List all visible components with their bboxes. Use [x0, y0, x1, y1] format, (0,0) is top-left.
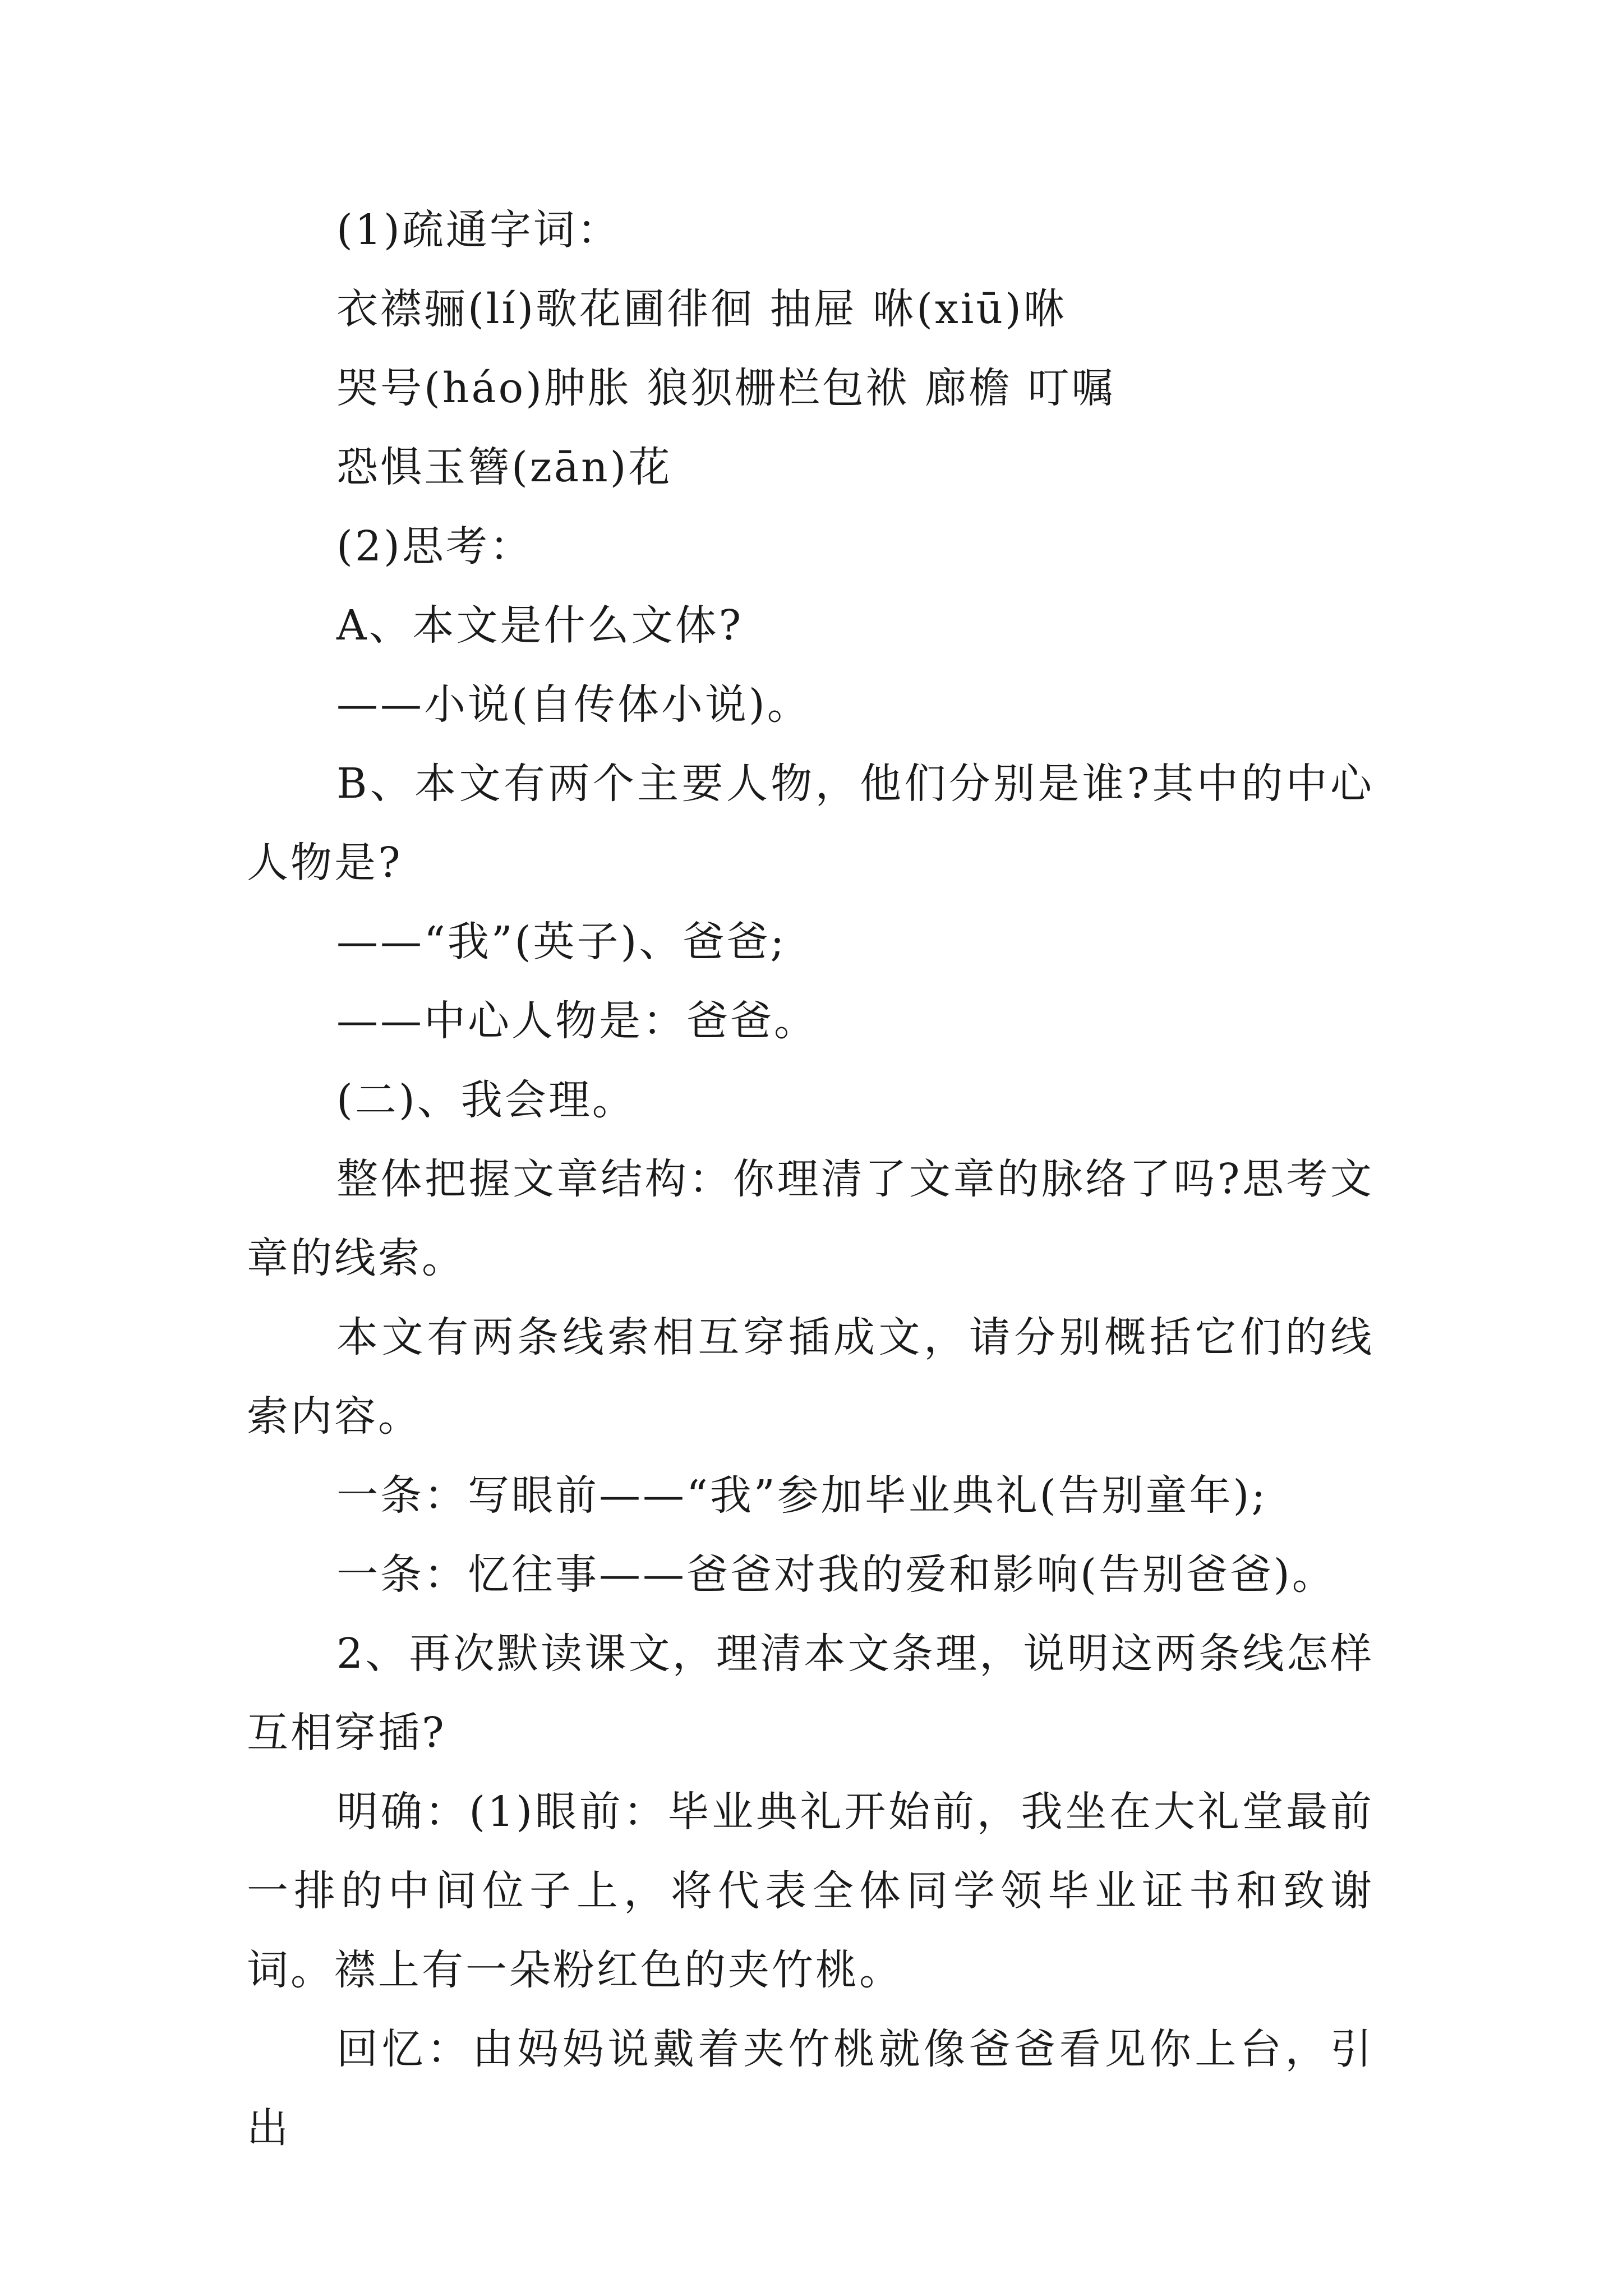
paragraph-5: (2)思考：	[336, 522, 533, 570]
document-body	[247, 191, 1374, 2168]
paragraph-13: 本文有两条线索相互穿插成文，请分别概括它们的线索内容。	[247, 1313, 1374, 1441]
paragraph-10: ——中心人物是：爸爸。	[336, 997, 818, 1045]
paragraph-8: B、本文有两个主要人物，他们分别是谁?其中的中心人物是?	[247, 760, 1374, 887]
paragraph-9: ——“我”(英子)、爸爸;	[336, 918, 787, 966]
paragraph-18: 回忆：由妈妈说戴着夹竹桃就像爸爸看见你上台，引出	[247, 2025, 1374, 2152]
paragraph-15: 一条：忆往事——爸爸对我的爱和影响(告别爸爸)。	[336, 1550, 1336, 1599]
paragraph-7: ——小说(自传体小说)。	[336, 680, 811, 729]
paragraph-2: 衣襟骊(lí)歌花圃徘徊 抽屉 咻(xiū)咻	[336, 285, 1067, 333]
paragraph-6: A、本文是什么文体?	[336, 601, 744, 650]
paragraph-11: (二)、我会理。	[336, 1076, 636, 1124]
paragraph-12: 整体把握文章结构：你理清了文章的脉络了吗?思考文章的线索。	[247, 1155, 1374, 1282]
paragraph-16: 2、再次默读课文，理清本文条理，说明这两条线怎样互相穿插?	[247, 1630, 1374, 1757]
paragraph-14: 一条：写眼前——“我”参加毕业典礼(告别童年);	[336, 1471, 1268, 1520]
paragraph-3: 哭号(háo)肿胀 狼狈栅栏包袱 廊檐 叮嘱	[336, 364, 1115, 412]
paragraph-17: 明确：(1)眼前：毕业典礼开始前，我坐在大礼堂最前一排的中间位子上，将代表全体同学领毕业证书和致谢词。襟上有一朵粉红色的夹竹桃。	[247, 1788, 1374, 1994]
paragraph-4: 恐惧玉簪(zān)花	[336, 443, 672, 491]
paragraph-1: (1)疏通字词：	[336, 206, 621, 254]
